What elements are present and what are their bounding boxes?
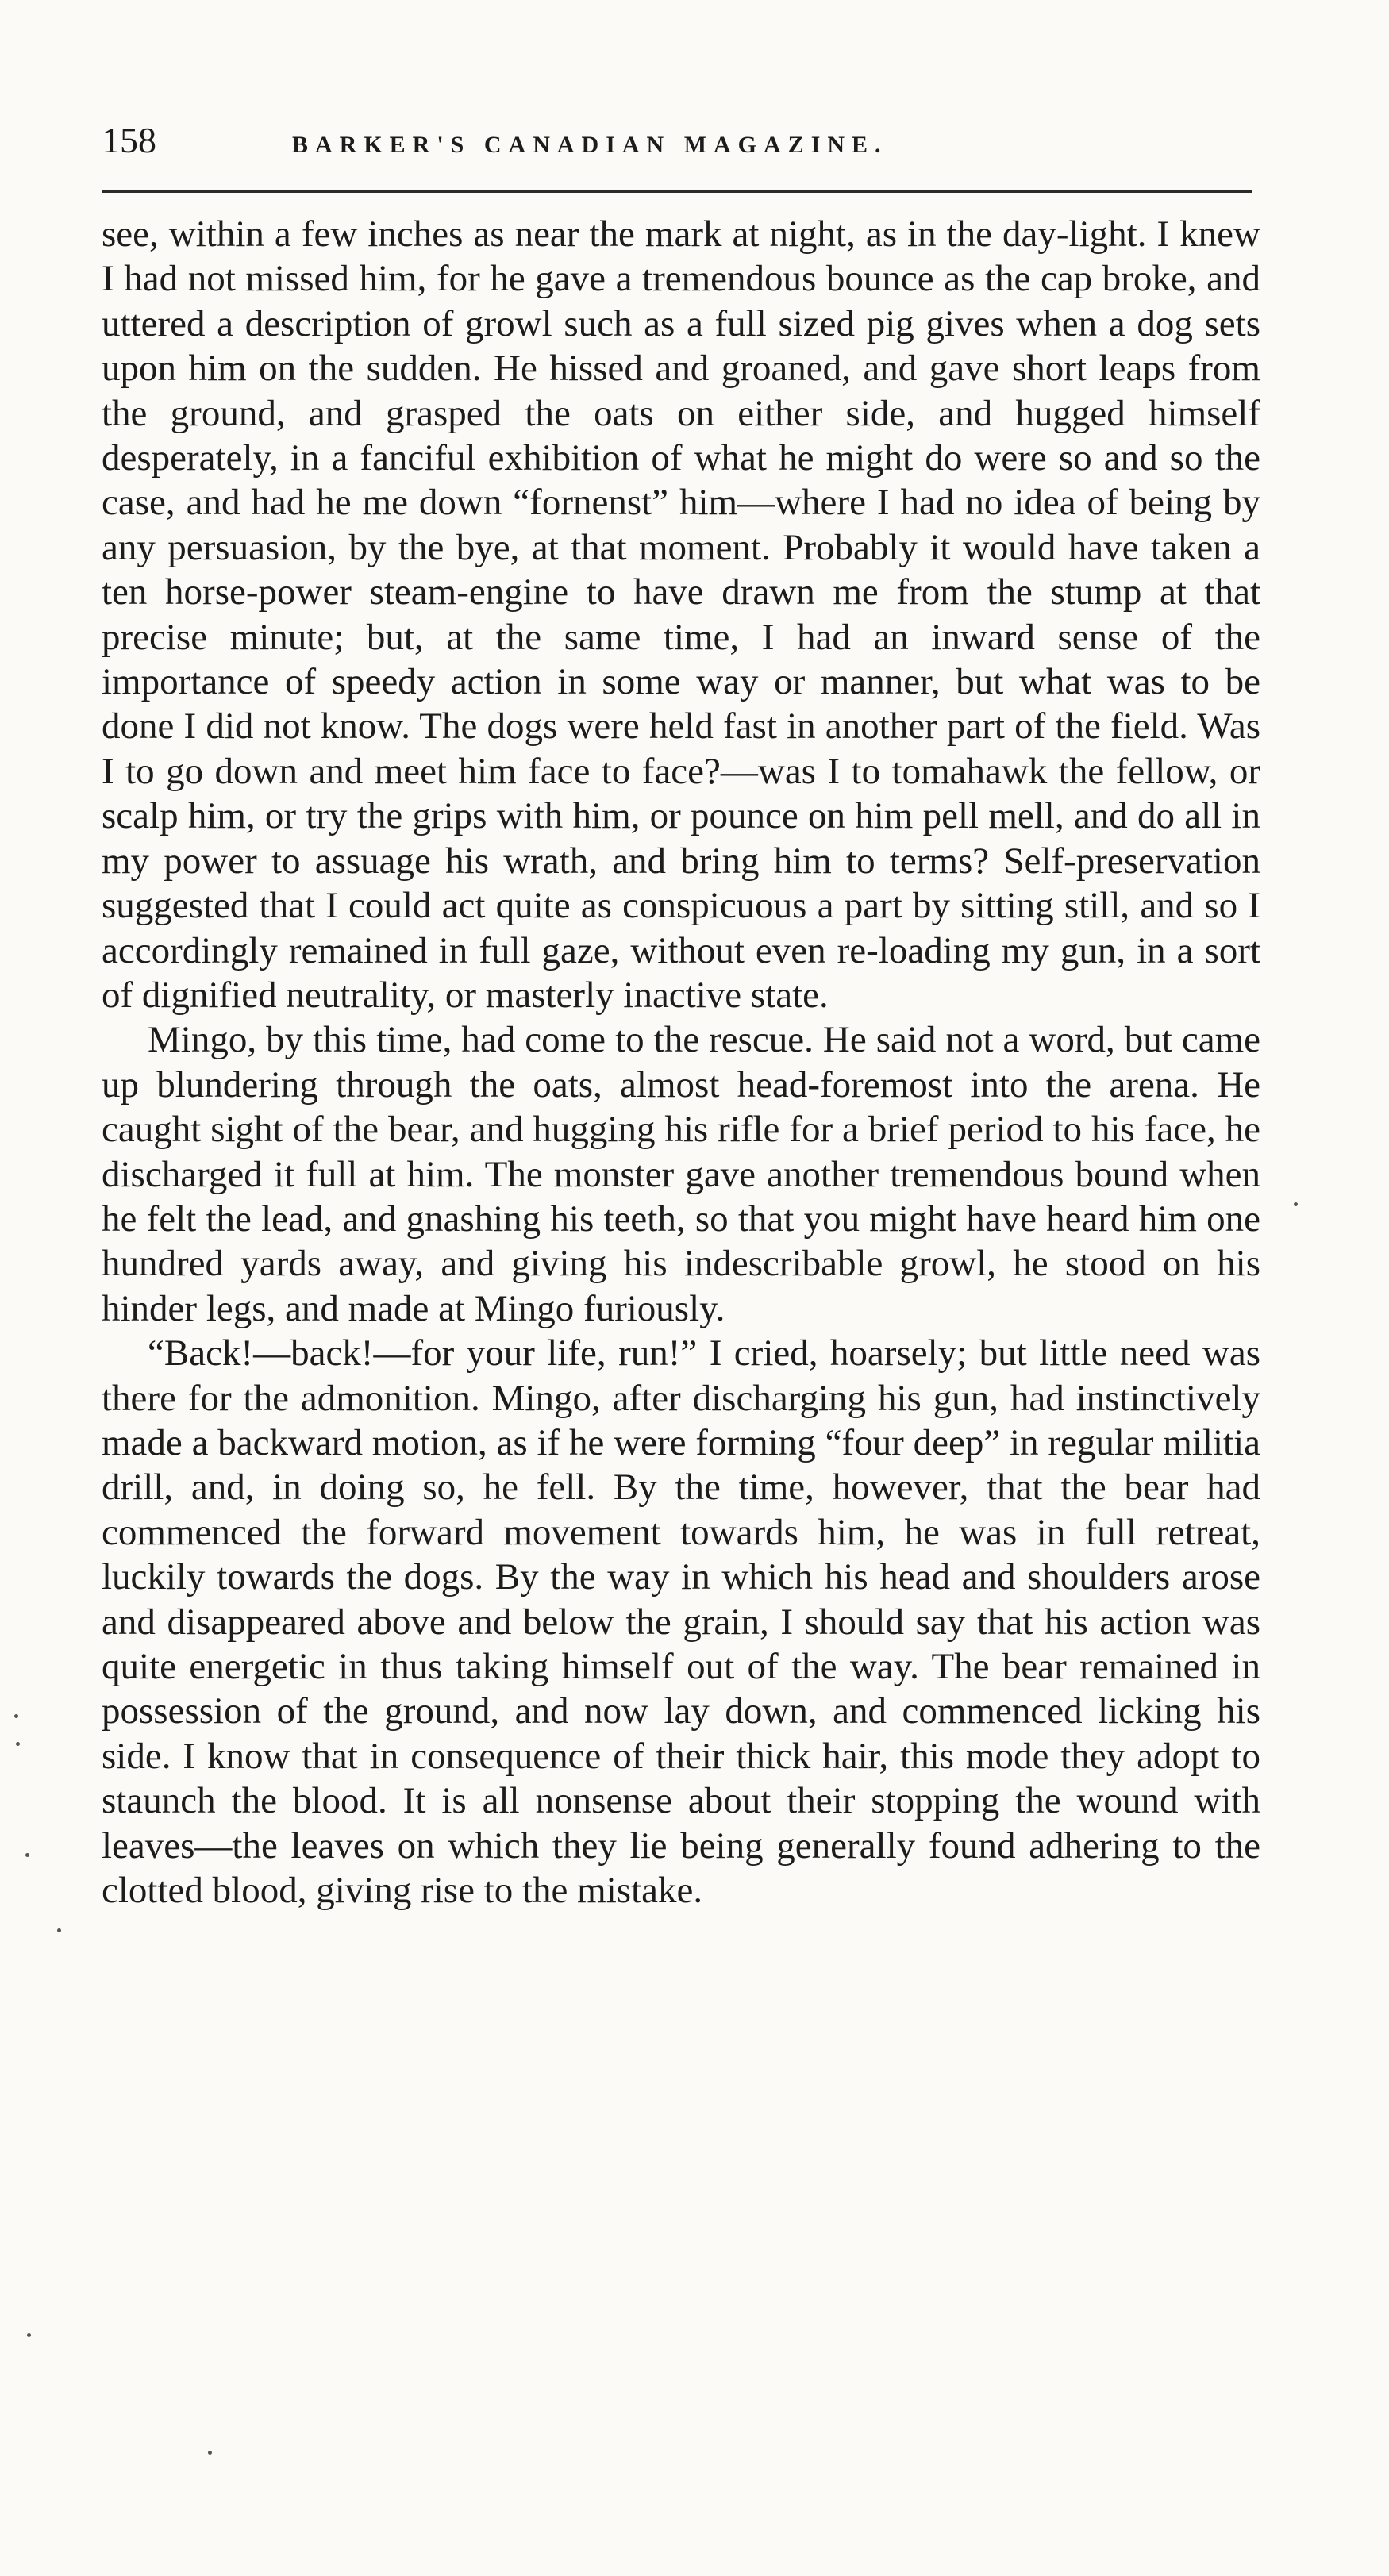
scan-speck [14, 1714, 18, 1718]
header-rule [102, 190, 1252, 193]
paragraph-1: see, within a few inches as near the mark at night, as in the day-light. I knew I had not missed him, for he gave a tremendous bounce as the cap broke, and uttered a description of growl such as a full sized pig gives when a dog sets upon him on the sudden. He hissed and groaned, and gave short leaps from the ground, and grasped the oats on either side, and hugged himself desperately, in a fanciful exhibition of what he might do were so and so the case, and had he me down “fornenst” him—where I had no idea of being by any persuasion, by the bye, at that moment. Probably it would have taken a ten horse-power steam-engine to have drawn me from the stump at that precise minute; but, at the same time, I had an inward sense of the importance of speedy action in some way or manner, but what was to be done I did not know. The dogs were held fast in another part of the field. Was I to go down and meet him face to face?—was I to tomahawk the fellow, or scalp him, or try the grips with him, or pounce on him pell mell, and do all in my power to assuage his wrath, and bring him to terms? Self-preservation suggested that I could act quite as conspicuous a part by sitting still, and so I accordingly remained in full gaze, without even re-loading my gun, in a sort of dignified neutrality, or masterly inactive state. [102, 213, 1260, 1016]
body-text [102, 212, 1260, 1913]
magazine-page [102, 119, 1268, 1913]
scan-speck [1294, 1202, 1298, 1206]
scan-speck [27, 2333, 31, 2337]
page-header [102, 119, 1268, 175]
paragraph-3: “Back!—back!—for your life, run!” I cried, hoarsely; but little need was there for the admonition. Mingo, after discharging his gun, had instinctively made a backward motion, as if he were forming “four deep” in regular militia drill, and, in doing so, he fell. By the time, however, that the bear had commenced the forward movement towards him, he was in full retreat, luckily towards the dogs. By the way in which his head and shoulders arose and disappeared above and below the grain, I should say that his action was quite energetic in thus taking himself out of the way. The bear remained in possession of the ground, and now lay down, and commenced licking his side. I know that in consequence of their thick hair, this mode they adopt to staunch the blood. It is all nonsense about their stopping the wound with leaves—the leaves on which they lie being generally found adhering to the clotted blood, giving rise to the mistake. [102, 1332, 1260, 1912]
page-number: 158 [102, 120, 156, 160]
scan-speck [57, 1928, 61, 1932]
scan-speck [16, 1742, 20, 1746]
scan-speck [208, 2451, 212, 2455]
scan-speck [25, 1853, 29, 1857]
running-title: BARKER'S CANADIAN MAGAZINE. [292, 132, 888, 158]
paragraph-2: Mingo, by this time, had come to the rescue. He said not a word, but came up blundering through the oats, almost head-foremost into the arena. He caught sight of the bear, and hugging his rifle for a brief period to his face, he discharged it full at him. The monster gave another tremendous bound when he felt the lead, and gnashing his teeth, so that you might have heard him one hundred yards away, and giving his indescribable growl, he stood on his hinder legs, and made at Mingo furiously. [102, 1019, 1260, 1329]
